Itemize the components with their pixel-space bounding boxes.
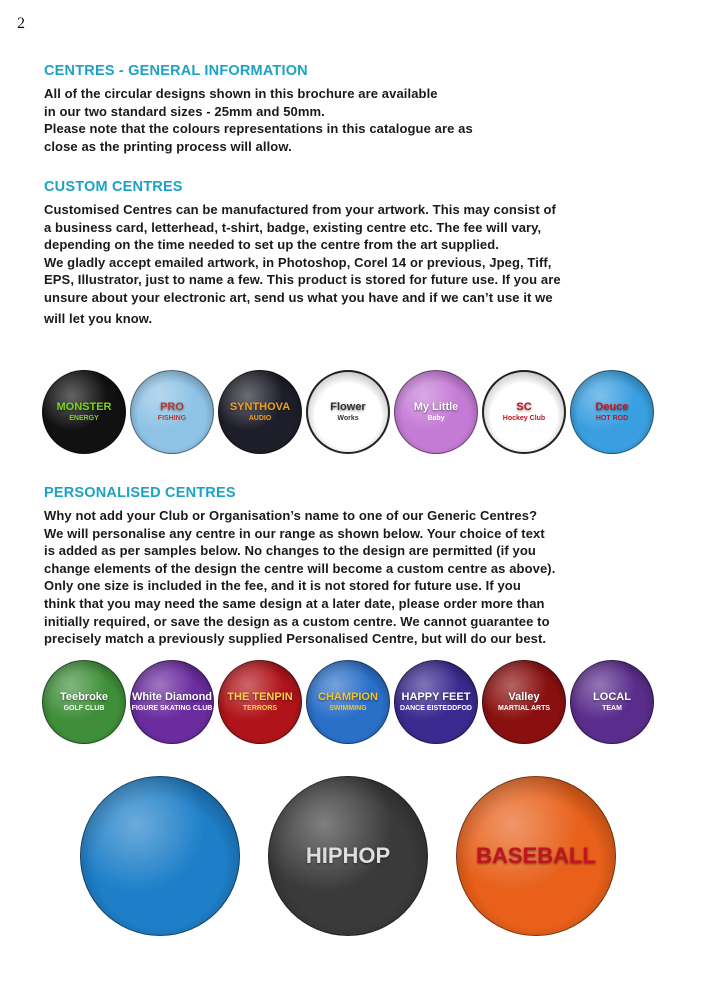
custom_samples-disc-subtitle: Baby: [427, 415, 445, 423]
custom_samples-disc: [42, 370, 126, 454]
general-section: [44, 63, 674, 155]
page-number: 2: [17, 15, 25, 32]
personalised_samples-disc-subtitle: FIGURE SKATING CLUB: [131, 705, 213, 713]
general-heading: CENTRES - GENERAL INFORMATION: [44, 63, 308, 79]
personalised-line: Only one size is included in the fee, and it is not stored for future use. If you: [44, 578, 521, 594]
custom_samples-disc-title: My Little: [413, 400, 459, 413]
personalised-line: We will personalise any centre in our range as shown below. Your choice of text: [44, 525, 545, 541]
custom_samples-disc-label: [57, 402, 112, 423]
custom-line: We gladly accept emailed artwork, in Photoshop, Corel 14 or previous, Jpeg, Tiff,: [44, 254, 552, 270]
custom_samples-disc-subtitle: HOT ROD: [595, 415, 629, 423]
personalised_samples-disc-title: Teebroke: [59, 690, 109, 703]
custom_samples-disc: [218, 370, 302, 454]
custom-line: depending on the time needed to set up the centre from the art supplied.: [44, 237, 500, 253]
custom-text: [44, 201, 674, 327]
personalised_samples-disc-label: [593, 692, 631, 713]
personalised-text: [44, 507, 674, 648]
personalised_samples-disc: [306, 660, 390, 744]
custom_samples-disc: [570, 370, 654, 454]
custom_samples-disc-label: [230, 402, 290, 423]
personalised-section: [44, 485, 674, 648]
custom_samples-disc: [306, 370, 390, 454]
personalised-heading: PERSONALISED CENTRES: [44, 485, 236, 501]
personalised-line: think that you may need the same design at a later date, please order more than: [44, 595, 545, 611]
custom-line: EPS, Illustrator, just to name a few. This product is stored for future use. If you are: [44, 272, 561, 288]
personalised-samples-row: [42, 660, 654, 744]
custom_samples-disc-title: MONSTER: [56, 400, 112, 413]
custom-heading: CUSTOM CENTRES: [44, 179, 183, 195]
custom_samples-disc-title: PRO: [160, 400, 184, 413]
general-line: Please note that the colours representations in this catalogue are as: [44, 121, 473, 137]
custom-line: Customised Centres can be manufactured from your artwork. This may consist of: [44, 202, 556, 217]
custom-line: a business card, letterhead, t-shirt, badge, existing centre etc. The fee will vary,: [44, 219, 542, 235]
custom_samples-disc-title: SYNTHOVA: [229, 400, 291, 413]
personalised_samples-disc: [218, 660, 302, 744]
personalised_samples-disc: [394, 660, 478, 744]
large-samples-row: [80, 776, 616, 936]
large_samples-disc: [268, 776, 428, 936]
personalised-line: initially required, or save the design as a custom centre. We cannot guarantee to: [44, 613, 550, 629]
personalised_samples-disc: [42, 660, 126, 744]
personalised-line: Why not add your Club or Organisation’s name to one of our Generic Centres?: [44, 508, 538, 523]
custom-line: will let you know.: [44, 310, 153, 326]
custom_samples-disc-label: [158, 402, 186, 423]
custom_samples-disc-subtitle: AUDIO: [248, 415, 272, 423]
personalised_samples-disc-title: LOCAL: [593, 690, 631, 703]
personalised_samples-disc-title: White Diamond: [131, 690, 213, 703]
personalised_samples-disc-title: THE TENPIN: [227, 690, 293, 703]
custom_samples-disc-subtitle: Hockey Club: [502, 415, 546, 423]
personalised_samples-disc-subtitle: SWIMMING: [329, 705, 367, 713]
custom_samples-disc-label: [414, 402, 459, 423]
general-line: All of the circular designs shown in this brochure are available: [44, 86, 438, 101]
personalised_samples-disc-subtitle: TEAM: [602, 705, 622, 713]
custom_samples-disc-title: Flower: [330, 400, 366, 413]
personalised-line: change elements of the design the centre will become a custom centre as above).: [44, 560, 556, 576]
large_samples-disc-title: BASEBALL: [476, 843, 596, 869]
personalised_samples-disc-subtitle: DANCE EISTEDDFOD: [400, 705, 472, 713]
personalised_samples-disc-subtitle: GOLF CLUB: [63, 705, 105, 713]
custom_samples-disc-subtitle: ENERGY: [69, 415, 99, 423]
personalised_samples-disc-label: [227, 692, 292, 713]
personalised_samples-disc-label: [318, 692, 378, 713]
personalised_samples-disc: [482, 660, 566, 744]
custom-samples-row: [42, 370, 654, 454]
custom-section: [44, 179, 674, 327]
custom_samples-disc-label: [503, 402, 545, 423]
personalised_samples-disc-title: HAPPY FEET: [401, 690, 471, 703]
custom_samples-disc-label: [595, 402, 628, 423]
personalised_samples-disc-title: Valley: [508, 690, 540, 703]
personalised_samples-disc-label: [132, 692, 213, 713]
custom_samples-disc-title: SC: [516, 400, 532, 413]
personalised_samples-disc-label: [60, 692, 108, 713]
personalised_samples-disc-label: [498, 692, 550, 713]
large_samples-disc-label: [306, 844, 390, 867]
general-line: close as the printing process will allow.: [44, 138, 292, 154]
general-line: in our two standard sizes - 25mm and 50mm.: [44, 103, 325, 119]
custom_samples-disc: [482, 370, 566, 454]
large_samples-disc-label: [476, 844, 596, 867]
custom_samples-disc-subtitle: FISHING: [157, 415, 187, 423]
large_samples-disc: [456, 776, 616, 936]
large_samples-disc: [80, 776, 240, 936]
custom_samples-disc-label: [330, 402, 365, 423]
custom-line: unsure about your electronic art, send us what you have and if we can’t use it we: [44, 289, 553, 305]
personalised_samples-disc-subtitle: MARTIAL ARTS: [497, 705, 551, 713]
personalised-line: precisely match a previously supplied Personalised Centre, but will do our best.: [44, 631, 547, 647]
personalised_samples-disc-title: CHAMPION: [318, 690, 378, 703]
large_samples-disc-title: HIPHOP: [305, 843, 391, 869]
personalised_samples-disc-subtitle: TERRORS: [242, 705, 278, 713]
general-text: [44, 85, 674, 155]
custom_samples-disc-title: Deuce: [595, 400, 629, 413]
personalised-line: is added as per samples below. No changes to the design are permitted (if you: [44, 543, 536, 559]
custom_samples-disc: [130, 370, 214, 454]
custom_samples-disc-subtitle: Works: [337, 415, 359, 423]
personalised_samples-disc: [570, 660, 654, 744]
custom_samples-disc: [394, 370, 478, 454]
personalised_samples-disc-label: [400, 692, 472, 713]
personalised_samples-disc: [130, 660, 214, 744]
